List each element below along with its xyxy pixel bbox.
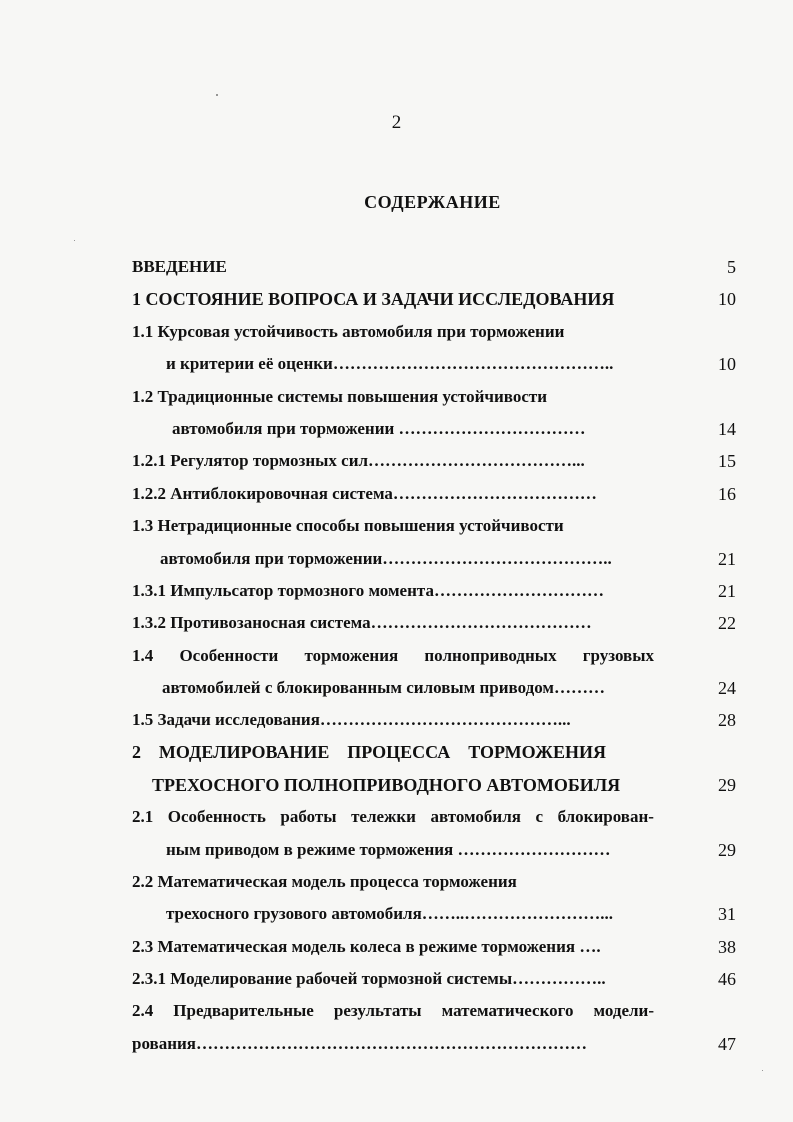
toc-entry: рования…………………………………………………………… xyxy=(132,1034,587,1053)
toc-title: СОДЕРЖАНИЕ xyxy=(364,192,501,212)
toc-word: ПРОЦЕССА xyxy=(347,742,451,762)
toc-entry: автомобилей с блокированным силовым приводом……… xyxy=(162,678,605,697)
toc-word: 2.1 xyxy=(132,807,154,826)
toc-entry: ным приводом в режиме торможения ……………………… xyxy=(166,840,611,859)
toc-word: 2 xyxy=(132,742,141,762)
toc-entry: 1.3.2 Противозаносная система………………………………… xyxy=(132,613,592,632)
toc-entry: 2.3 Математическая модель колеса в режиме торможения …. xyxy=(132,937,601,956)
toc-page: 24 xyxy=(718,678,736,698)
toc-page: 10 xyxy=(718,289,736,309)
toc-entry: трехосного грузового автомобиля……..……………………... xyxy=(166,904,614,923)
scan-speck xyxy=(74,240,75,241)
toc-entry-justified xyxy=(132,742,606,763)
toc-word: 1.4 xyxy=(132,646,154,665)
toc-word: модели- xyxy=(593,1001,654,1020)
toc-entry: 1.3.1 Импульсатор тормозного момента………………………… xyxy=(132,581,604,600)
toc-entry: и критерии её оценки………………………………………….. xyxy=(166,354,614,373)
toc-word: ТОРМОЖЕНИЯ xyxy=(468,742,606,762)
toc-word: Особенности xyxy=(179,646,279,665)
toc-word: торможения xyxy=(304,646,399,665)
toc-entry: 1.1 Курсовая устойчивость автомобиля при торможении xyxy=(132,322,565,341)
toc-page: 21 xyxy=(718,581,736,601)
toc-page: 31 xyxy=(718,904,736,924)
toc-entry-justified xyxy=(132,1001,654,1021)
toc-page: 29 xyxy=(718,840,736,860)
toc-word: МОДЕЛИРОВАНИЕ xyxy=(158,742,330,762)
toc-page: 14 xyxy=(718,419,736,439)
toc-page: 22 xyxy=(718,613,736,633)
toc-page: 46 xyxy=(718,969,736,989)
toc-page: 21 xyxy=(718,549,736,569)
scan-speck xyxy=(216,94,218,96)
page-number: 2 xyxy=(391,112,402,133)
toc-word: Предварительные xyxy=(173,1001,314,1020)
toc-page: 10 xyxy=(718,354,736,374)
toc-word: полноприводных xyxy=(424,646,557,665)
toc-entry: 1 СОСТОЯНИЕ ВОПРОСА И ЗАДАЧИ ИССЛЕДОВАНИЯ xyxy=(132,289,615,309)
toc-entry: автомобиля при торможении………………………………….. xyxy=(160,549,612,568)
toc-entry: 1.2.2 Антиблокировочная система……………………………… xyxy=(132,484,597,503)
toc-entry: 2.2 Математическая модель процесса торможения xyxy=(132,872,517,891)
toc-entry: ТРЕХОСНОГО ПОЛНОПРИВОДНОГО АВТОМОБИЛЯ xyxy=(152,775,621,795)
toc-word: 2.4 xyxy=(132,1001,154,1020)
toc-page: 5 xyxy=(727,257,736,277)
toc-word: автомобиля xyxy=(430,807,521,826)
toc-entry: ВВЕДЕНИЕ xyxy=(132,257,227,276)
toc-entry: 2.3.1 Моделирование рабочей тормозной системы…………….. xyxy=(132,969,606,988)
toc-word: тележки xyxy=(351,807,416,826)
toc-word: результаты xyxy=(333,1001,422,1020)
toc-word: математического xyxy=(441,1001,574,1020)
toc-page: 28 xyxy=(718,710,736,730)
toc-word: работы xyxy=(280,807,337,826)
toc-word: блокирован- xyxy=(557,807,654,826)
toc-entry: 1.2.1 Регулятор тормозных сил………………………………... xyxy=(132,451,585,470)
toc-entry: 1.2 Традиционные системы повышения устойчивости xyxy=(132,387,548,406)
toc-entry-justified xyxy=(132,646,654,666)
toc-entry: автомобиля при торможении …………………………… xyxy=(172,419,586,438)
toc-page: 47 xyxy=(718,1034,736,1054)
toc-entry-justified xyxy=(132,807,654,827)
toc-entry: 1.3 Нетрадиционные способы повышения устойчивости xyxy=(132,516,564,535)
scan-speck xyxy=(762,1070,763,1071)
toc-word: Особенность xyxy=(167,807,266,826)
toc-page: 29 xyxy=(718,775,736,795)
toc-entry: 1.5 Задачи исследования……………………………………... xyxy=(132,710,571,729)
toc-page: 38 xyxy=(718,937,736,957)
toc-page: 15 xyxy=(718,451,736,471)
toc-page: 16 xyxy=(718,484,736,504)
toc-word: с xyxy=(535,807,544,826)
toc-word: грузовых xyxy=(582,646,654,665)
